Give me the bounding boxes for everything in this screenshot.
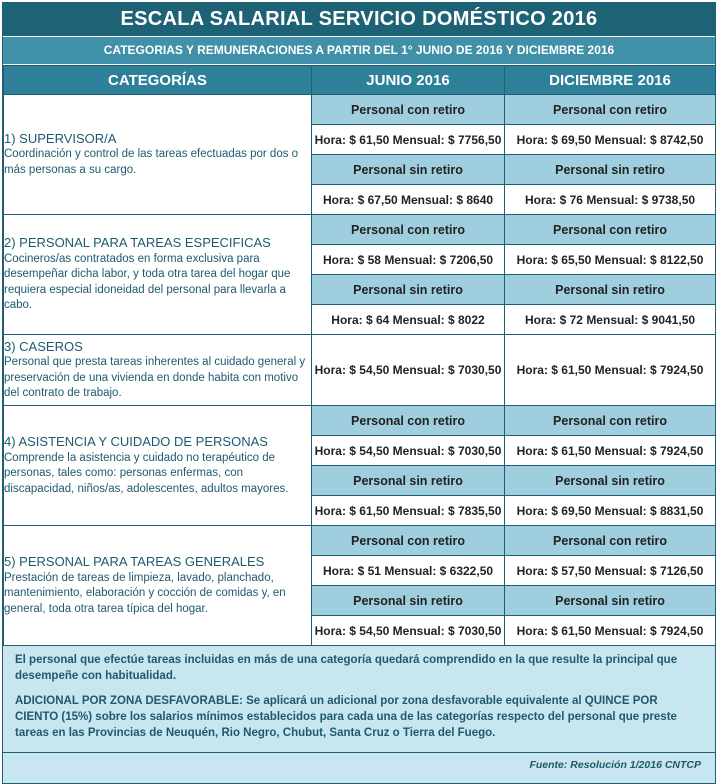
salary-value: Hora: $ 61,50 Mensual: $ 7924,50 [505,436,716,466]
category-cell [4,406,312,526]
salary-value: Hora: $ 61,50 Mensual: $ 7835,50 [312,496,505,526]
salary-value: Hora: $ 69,50 Mensual: $ 8831,50 [505,496,716,526]
con-retiro-label: Personal con retiro [312,215,505,245]
category-title: 4) ASISTENCIA Y CUIDADO DE PERSONAS [4,434,268,449]
con-retiro-label: Personal con retiro [312,95,505,125]
category-title: 2) PERSONAL PARA TAREAS ESPECIFICAS [4,235,271,251]
note-zona-desfavorable: ADICIONAL POR ZONA DESFAVORABLE: Se aplicará un adicional por zona desfavorable equivalente al QUINCE POR CIENTO (15%) sobre los salarios mínimos establecidos para cada una de las categorías respecto del personal que preste tareas en las Provincias de Neuquén, Rio Negro, Chubut, Santa Cruz o Tierra del Fuego. [15,695,677,739]
salary-value: Hora: $ 54,50 Mensual: $ 7030,50 [312,616,505,646]
con-retiro-label: Personal con retiro [312,526,505,556]
table-row [4,526,716,556]
source-citation: Fuente: Resolución 1/2016 CNTCP [3,753,715,783]
notes-section [3,646,715,753]
salary-value: Hora: $ 67,50 Mensual: $ 8640 [312,185,505,215]
table-row [4,335,716,406]
sin-retiro-label: Personal sin retiro [312,586,505,616]
category-cell [4,215,312,335]
salary-value: Hora: $ 58 Mensual: $ 7206,50 [312,245,505,275]
note-multiple-categories: El personal que efectúe tareas incluidas en más de una categoría quedará comprendido en la que resulte la principal que desempeñe con habitualidad. [15,654,678,682]
category-description: Prestación de tareas de limpieza, lavado, planchado, mantenimiento, elaboración y cocción de comidas y, en general, toda otra tarea típica del hogar. [4,571,286,615]
salary-value: Hora: $ 54,50 Mensual: $ 7030,50 [312,436,505,466]
table-header-row [4,66,716,95]
salary-value: Hora: $ 57,50 Mensual: $ 7126,50 [505,556,716,586]
con-retiro-label: Personal con retiro [505,526,716,556]
header-categorias: CATEGORÍAS [4,66,312,95]
salary-value: Hora: $ 51 Mensual: $ 6322,50 [312,556,505,586]
page-title: ESCALA SALARIAL SERVICIO DOMÉSTICO 2016 [3,3,715,37]
sin-retiro-label: Personal sin retiro [312,155,505,185]
category-title: 5) PERSONAL PARA TAREAS GENERALES [4,554,265,569]
salary-value: Hora: $ 64 Mensual: $ 8022 [312,305,505,335]
page-subtitle: CATEGORIAS Y REMUNERACIONES A PARTIR DEL 1° JUNIO DE 2016 Y DICIEMBRE 2016 [3,37,715,65]
category-cell [4,95,312,215]
con-retiro-label: Personal con retiro [312,406,505,436]
table-row [4,95,716,125]
con-retiro-label: Personal con retiro [505,215,716,245]
salary-value: Hora: $ 54,50 Mensual: $ 7030,50 [312,335,505,406]
category-description: Personal que presta tareas inherentes al cuidado general y preservación de una vivienda en donde habita con motivo del contrato de trabajo. [4,356,306,399]
category-title: 1) SUPERVISOR/A [4,130,117,146]
category-description: Cocineros/as contratados en forma exclusiva para desempeñar dicha labor, y toda otra tarea del hogar que requiera especial idoneidad del personal para llevarla a cabo. [4,252,291,312]
salary-value: Hora: $ 61,50 Mensual: $ 7756,50 [312,125,505,155]
salary-table [3,65,716,646]
con-retiro-label: Personal con retiro [505,406,716,436]
category-cell [4,526,312,646]
con-retiro-label: Personal con retiro [505,95,716,125]
salary-scale-document [2,2,716,784]
table-row [4,406,716,436]
category-cell [4,335,312,406]
salary-value: Hora: $ 72 Mensual: $ 9041,50 [505,305,716,335]
category-title: 3) CASEROS [4,338,83,354]
header-diciembre: DICIEMBRE 2016 [505,66,716,95]
sin-retiro-label: Personal sin retiro [505,275,716,305]
salary-value: Hora: $ 61,50 Mensual: $ 7924,50 [505,335,716,406]
sin-retiro-label: Personal sin retiro [505,586,716,616]
salary-value: Hora: $ 65,50 Mensual: $ 8122,50 [505,245,716,275]
sin-retiro-label: Personal sin retiro [312,466,505,496]
category-description: Coordinación y control de las tareas efectuadas por dos o más personas a su cargo. [4,148,299,176]
salary-value: Hora: $ 76 Mensual: $ 9738,50 [505,185,716,215]
sin-retiro-label: Personal sin retiro [312,275,505,305]
header-junio: JUNIO 2016 [312,66,505,95]
salary-value: Hora: $ 69,50 Mensual: $ 8742,50 [505,125,716,155]
category-description: Comprende la asistencia y cuidado no terapéutico de personas, tales como: personas enfermas, con discapacidad, niños/as, adolescentes, adultos mayores. [4,451,289,495]
salary-value: Hora: $ 61,50 Mensual: $ 7924,50 [505,616,716,646]
sin-retiro-label: Personal sin retiro [505,466,716,496]
table-row [4,215,716,245]
sin-retiro-label: Personal sin retiro [505,155,716,185]
